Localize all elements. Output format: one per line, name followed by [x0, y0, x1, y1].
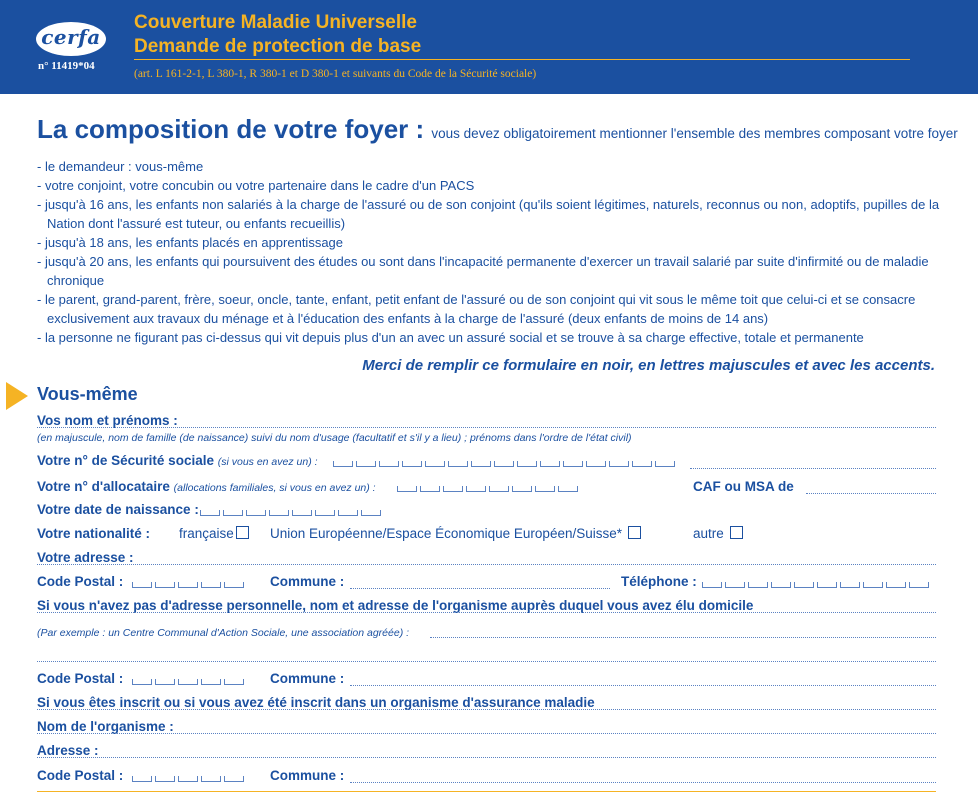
cp3-label: Code Postal :	[37, 768, 124, 783]
naissance-label: Votre date de naissance :	[37, 502, 199, 517]
list-item: - votre conjoint, votre concubin ou votre partenaire dans le cadre d'un PACS	[37, 178, 475, 193]
commune3-label: Commune :	[270, 768, 345, 783]
domicile-label: Si vous n'avez pas d'adresse personnelle, nom et adresse de l'organisme auprès duquel vous avez élu domicile	[37, 598, 754, 613]
header-banner	[0, 0, 978, 94]
nationalite-autre-label: autre	[693, 526, 724, 541]
legal-reference: (art. L 161-2-1, L 380-1, R 380-1 et D 380-1 et suivants du Code de la Sécurité sociale)	[134, 68, 537, 80]
cp2-label: Code Postal :	[37, 671, 124, 686]
header-divider	[134, 59, 910, 60]
secu-label	[37, 453, 318, 468]
form-number: n° 11419*04	[38, 60, 95, 72]
alloc-label-text: Votre n° d'allocataire	[37, 479, 170, 494]
nationalite-label: Votre nationalité :	[37, 526, 151, 541]
cerfa-logo-text: cerfa	[41, 25, 101, 49]
adresse-field[interactable]	[37, 563, 936, 565]
commune-field[interactable]	[350, 587, 610, 589]
organisme-label: Nom de l'organisme :	[37, 719, 174, 734]
secu-number-field[interactable]	[333, 461, 675, 467]
list-item: - jusqu'à 18 ans, les enfants placés en apprentissage	[37, 235, 344, 250]
secu-label-text: Votre n° de Sécurité sociale	[37, 453, 214, 468]
section-arrow-icon	[6, 382, 28, 410]
nationalite-autre-checkbox[interactable]	[730, 526, 743, 539]
adresse2-field[interactable]	[37, 756, 936, 758]
list-item: - jusqu'à 16 ans, les enfants non salariés à la charge de l'assuré ou de son conjoint (qu'ils soient légitimes, naturels, reconnus ou non, adoptifs, pupilles de la Nation dont l'assuré est tuteur, ou enfants recueillis)	[37, 197, 940, 231]
commune-label: Commune :	[270, 574, 345, 589]
adresse-label: Votre adresse :	[37, 550, 134, 565]
alloc-hint: (allocations familiales, si vous en avez un) :	[173, 482, 376, 494]
inscrit-line	[37, 708, 936, 710]
domicile-field-2[interactable]	[37, 660, 936, 662]
form-title-line1: Couverture Maladie Universelle	[134, 12, 417, 33]
domicile-hint: (Par exemple : un Centre Communal d'Action Sociale, une association agréée) :	[37, 627, 410, 639]
nationalite-ue-checkbox[interactable]	[628, 526, 641, 539]
cp-label: Code Postal :	[37, 574, 124, 589]
nationalite-francaise-label: française	[179, 526, 234, 541]
cp3-field[interactable]	[132, 776, 244, 782]
caf-msa-label: CAF ou MSA de	[693, 479, 794, 494]
list-item: - le demandeur : vous-même	[37, 159, 204, 174]
cp-field[interactable]	[132, 582, 244, 588]
form-title-line2: Demande de protection de base	[134, 36, 422, 57]
list-item: - le parent, grand-parent, frère, soeur, oncle, tante, enfant, petit enfant de l'assuré ou de son conjoint qui vit sous le même toit que celui-ci et se consacre exclusivement aux travaux du ménage et à l'éducation des enfants à la charge de l'assuré (deux enfants de moins de 14 ans)	[37, 292, 916, 326]
domicile-line	[37, 611, 936, 613]
list-item: - la personne ne figurant pas ci-dessus qui vit depuis plus d'un an avec un assuré social et se trouve à sa charge effective, totale et permanente	[37, 330, 864, 345]
inscrit-label: Si vous êtes inscrit ou si vous avez été inscrit dans un organisme d'assurance maladie	[37, 695, 595, 710]
nom-hint: (en majuscule, nom de famille (de naissance) suivi du nom d'usage (facultatif et s'il y a lieu) ; prénoms dans l'ordre de l'état civil)	[37, 432, 632, 444]
composition-subtitle: vous devez obligatoirement mentionner l'ensemble des membres composant votre foyer	[431, 126, 958, 141]
secu-line	[690, 467, 936, 469]
nationalite-autre	[693, 526, 743, 541]
composition-title	[37, 114, 958, 145]
caf-msa-field[interactable]	[806, 492, 936, 494]
bottom-divider	[37, 791, 936, 792]
nom-label: Vos nom et prénoms :	[37, 413, 178, 428]
commune2-field[interactable]	[350, 684, 936, 686]
composition-title-text: La composition de votre foyer :	[37, 114, 425, 144]
nom-field[interactable]	[37, 426, 936, 428]
household-members-list	[37, 157, 942, 347]
fill-instruction: Merci de remplir ce formulaire en noir, en lettres majuscules et avec les accents.	[362, 357, 935, 374]
commune3-field[interactable]	[350, 781, 936, 783]
secu-hint: (si vous en avez un) :	[217, 456, 318, 468]
list-item: - jusqu'à 20 ans, les enfants qui poursuivent des études ou sont dans l'incapacité permanente d'exercer un travail salarié par suite d'infirmité ou de maladie chronique	[37, 254, 929, 288]
telephone-field[interactable]	[702, 582, 929, 588]
nationalite-ue-label: Union Européenne/Espace Économique Européen/Suisse*	[270, 526, 622, 541]
nationalite-francaise	[179, 526, 249, 541]
telephone-label: Téléphone :	[621, 574, 697, 589]
adresse2-label: Adresse :	[37, 743, 99, 758]
organisme-field[interactable]	[37, 732, 936, 734]
cp2-field[interactable]	[132, 679, 244, 685]
nationalite-ue	[270, 526, 641, 541]
birthdate-field[interactable]	[200, 510, 381, 516]
alloc-label	[37, 479, 376, 494]
alloc-number-field[interactable]	[397, 486, 578, 492]
domicile-field[interactable]	[430, 636, 936, 638]
commune2-label: Commune :	[270, 671, 345, 686]
nationalite-francaise-checkbox[interactable]	[236, 526, 249, 539]
section-title-vous-meme: Vous-même	[37, 384, 138, 404]
